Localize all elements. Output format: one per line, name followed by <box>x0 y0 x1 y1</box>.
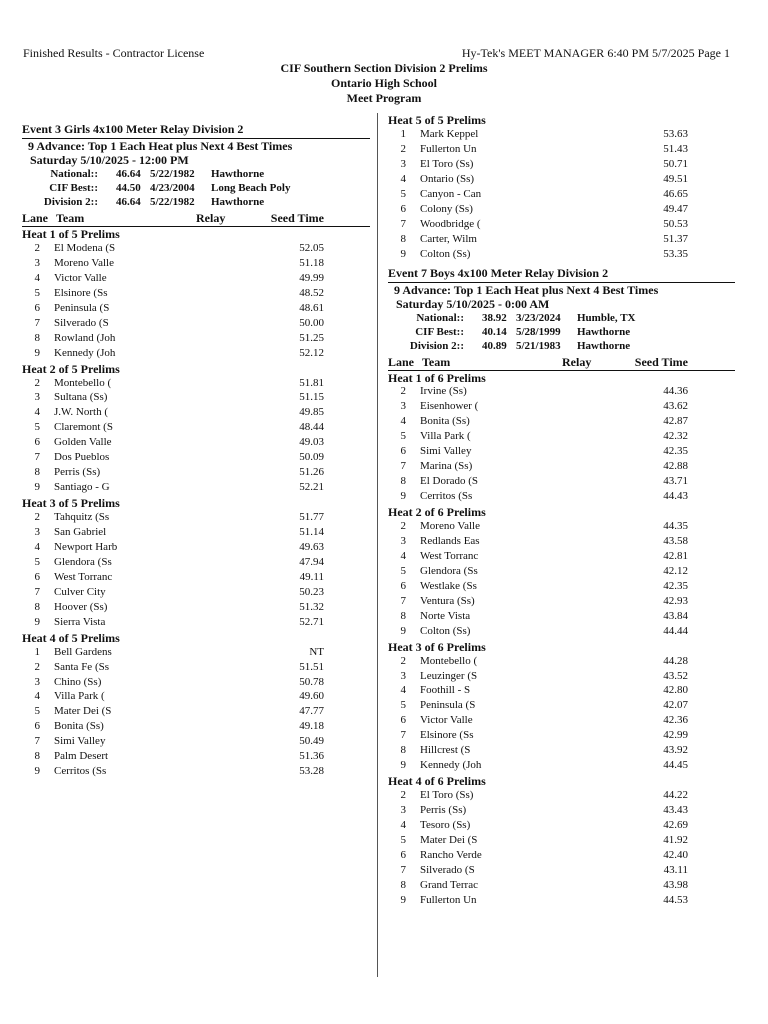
heat-title: Heat 5 of 5 Prelims <box>388 113 486 127</box>
seed-time: 51.25 <box>299 331 324 344</box>
seed-time: 42.35 <box>663 445 688 458</box>
seed-time: 50.71 <box>663 157 688 170</box>
seed-time: 49.11 <box>299 570 324 583</box>
seed-time: 43.98 <box>663 878 688 891</box>
seed-time: 49.60 <box>299 690 324 703</box>
lane-number: 2 <box>34 376 40 389</box>
heat-title: Heat 4 of 6 Prelims <box>388 774 486 789</box>
team-name: Glendora (Ss <box>420 564 478 577</box>
team-name: Fullerton Un <box>420 893 477 906</box>
lane-number: 6 <box>400 579 406 592</box>
seed-time: 50.00 <box>299 316 324 329</box>
team-name: Ventura (Ss) <box>420 594 475 607</box>
seed-time: 51.15 <box>299 391 324 404</box>
lane-number: 6 <box>400 202 406 215</box>
team-name: El Toro (Ss) <box>420 157 474 170</box>
seed-time: 44.35 <box>663 520 688 532</box>
lane-number: 2 <box>400 789 406 802</box>
seed-time: 51.81 <box>299 376 324 389</box>
lane-number: 7 <box>400 729 406 742</box>
team-name: Kennedy (Joh <box>54 346 116 359</box>
team-name: Hillcrest (S <box>420 744 471 757</box>
seed-time: 50.78 <box>299 675 324 688</box>
lane-number: 9 <box>400 490 406 503</box>
record-label: CIF Best:: <box>415 325 464 338</box>
team-name: Ontario (Ss) <box>420 172 475 185</box>
seed-time: 49.99 <box>299 271 324 284</box>
seed-time: 44.22 <box>663 789 688 802</box>
lane-number: 6 <box>34 436 40 449</box>
team-name: Golden Valle <box>54 436 112 449</box>
lane-number: 3 <box>34 256 40 269</box>
team-name: Villa Park ( <box>54 690 105 703</box>
lane-number: 1 <box>400 127 406 140</box>
column-header-lane: Lane <box>22 211 49 225</box>
seed-time: 44.43 <box>663 490 688 503</box>
lane-number: 3 <box>34 391 40 404</box>
lane-number: 4 <box>34 271 40 284</box>
record-date: 5/22/1982 <box>150 168 195 180</box>
lane-number: 5 <box>400 833 406 846</box>
lane-number: 3 <box>400 669 406 682</box>
lane-number: 7 <box>34 585 40 598</box>
lane-number: 6 <box>400 848 406 861</box>
team-name: Villa Park ( <box>420 430 471 443</box>
team-name: Dos Pueblos <box>54 451 110 464</box>
event-title: Event 7 Boys 4x100 Meter Relay Division 2 <box>388 265 609 280</box>
heat-title: Heat 1 of 5 Prelims <box>22 227 120 241</box>
seed-time: 42.07 <box>663 699 688 712</box>
record-time: 40.14 <box>482 325 507 338</box>
record-time: 46.64 <box>116 196 141 208</box>
team-name: El Modena (S <box>54 241 116 254</box>
meet-title: CIF Southern Section Division 2 Prelims <box>280 61 488 75</box>
team-name: Silverado (S <box>54 316 109 329</box>
record-holder: Humble, TX <box>577 311 636 324</box>
column-header-relay: Relay <box>562 354 592 369</box>
seed-time: 49.51 <box>663 172 688 185</box>
seed-time: 52.21 <box>299 481 324 494</box>
lane-number: 7 <box>34 316 40 329</box>
seed-time: 44.36 <box>663 385 688 398</box>
seed-time: 50.09 <box>299 451 324 464</box>
team-name: Fullerton Un <box>420 142 477 155</box>
lane-number: 4 <box>400 172 406 185</box>
lane-number: 6 <box>400 714 406 727</box>
record-time: 46.64 <box>116 168 141 180</box>
team-name: Marina (Ss) <box>420 460 473 473</box>
lane-number: 5 <box>34 421 40 434</box>
lane-number: 5 <box>34 705 40 718</box>
lane-number: 2 <box>34 660 40 673</box>
seed-time: 42.12 <box>663 564 688 577</box>
lane-number: 5 <box>400 564 406 577</box>
seed-time: 43.62 <box>663 400 688 413</box>
column-header-team: Team <box>422 354 451 369</box>
seed-time: 48.61 <box>299 301 324 314</box>
seed-time: 42.40 <box>663 848 688 861</box>
lane-number: 8 <box>34 750 40 763</box>
seed-time: 42.87 <box>663 415 688 428</box>
lane-number: 8 <box>400 475 406 488</box>
seed-time: 48.52 <box>299 286 324 299</box>
seed-time: 42.88 <box>663 460 688 473</box>
team-name: Elsinore (Ss <box>54 286 108 299</box>
seed-time: 49.63 <box>299 540 324 553</box>
team-name: Newport Harb <box>54 540 118 553</box>
team-name: Perris (Ss) <box>420 804 467 817</box>
seed-time: 46.65 <box>663 187 688 200</box>
lane-number: 4 <box>400 684 406 697</box>
record-date: 4/23/2004 <box>150 182 195 194</box>
lane-number: 9 <box>400 759 406 772</box>
seed-time: 42.80 <box>663 684 688 697</box>
lane-number: 3 <box>400 534 406 547</box>
lane-number: 9 <box>400 624 406 637</box>
seed-time: 53.63 <box>663 127 688 140</box>
team-name: Rowland (Joh <box>54 331 116 344</box>
team-name: Montebello ( <box>54 376 112 389</box>
event-date: Saturday 5/10/2025 - 0:00 AM <box>396 296 550 311</box>
column-header-lane: Lane <box>388 354 415 369</box>
record-date: 5/28/1999 <box>516 325 561 338</box>
team-name: Santa Fe (Ss <box>54 660 109 673</box>
team-name: Grand Terrac <box>420 878 478 891</box>
team-name: San Gabriel <box>54 526 107 538</box>
column-header-team: Team <box>56 211 85 225</box>
team-name: Tesoro (Ss) <box>420 819 471 831</box>
team-name: Elsinore (Ss <box>420 729 474 742</box>
lane-number: 1 <box>34 645 40 658</box>
lane-number: 4 <box>400 415 406 428</box>
record-holder: Hawthorne <box>211 196 265 208</box>
team-name: Simi Valley <box>54 735 106 748</box>
lane-number: 4 <box>34 406 40 419</box>
lane-number: 4 <box>400 549 406 562</box>
lane-number: 2 <box>400 385 406 398</box>
lane-number: 5 <box>34 286 40 299</box>
seed-time: 51.36 <box>299 750 324 763</box>
team-name: Norte Vista <box>420 609 471 622</box>
team-name: Kennedy (Joh <box>420 759 482 772</box>
lane-number: 7 <box>400 594 406 607</box>
seed-time: 51.43 <box>663 142 688 155</box>
record-holder: Hawthorne <box>211 168 265 180</box>
column-divider <box>377 113 378 977</box>
meet-venue: Ontario High School <box>330 76 437 90</box>
team-name: Colton (Ss) <box>420 624 471 637</box>
seed-time: 49.18 <box>299 720 324 733</box>
lane-number: 7 <box>400 460 406 473</box>
team-name: Redlands Eas <box>420 534 480 547</box>
team-name: Sultana (Ss) <box>54 391 108 404</box>
lane-number: 9 <box>400 247 406 260</box>
team-name: Eisenhower ( <box>420 400 479 413</box>
team-name: Canyon - Can <box>420 187 482 200</box>
seed-time: 41.92 <box>663 833 688 846</box>
team-name: Mark Keppel <box>420 127 479 140</box>
record-date: 3/23/2024 <box>516 311 561 324</box>
team-name: Moreno Valle <box>420 520 480 532</box>
seed-time: 42.32 <box>663 430 688 443</box>
lane-number: 9 <box>34 346 40 359</box>
lane-number: 3 <box>400 157 406 170</box>
record-time: 44.50 <box>116 182 141 194</box>
heat-title: Heat 4 of 5 Prelims <box>22 630 120 645</box>
team-name: Silverado (S <box>420 863 475 876</box>
team-name: El Toro (Ss) <box>420 789 474 802</box>
team-name: Peninsula (S <box>54 301 110 314</box>
seed-time: 42.81 <box>663 549 688 562</box>
lane-number: 8 <box>34 466 40 479</box>
lane-number: 5 <box>34 555 40 568</box>
team-name: Culver City <box>54 585 106 598</box>
report-meta-label: Hy-Tek's MEET MANAGER 6:40 PM 5/7/2025 Page 1 <box>461 46 730 60</box>
lane-number: 8 <box>400 232 406 245</box>
heat-title: Heat 3 of 6 Prelims <box>388 639 486 654</box>
seed-time: 42.93 <box>663 594 688 607</box>
team-name: Peninsula (S <box>420 699 476 712</box>
team-name: Foothill - S <box>420 684 471 697</box>
team-name: Perris (Ss) <box>54 466 101 479</box>
record-date: 5/22/1982 <box>150 196 195 208</box>
lane-number: 6 <box>34 301 40 314</box>
record-time: 38.92 <box>482 311 507 324</box>
team-name: Cerritos (Ss <box>54 765 107 778</box>
seed-time: 43.92 <box>663 744 688 757</box>
report-source-label: Finished Results - Contractor License <box>23 46 205 60</box>
seed-time: 51.26 <box>299 466 324 479</box>
record-time: 40.89 <box>482 339 507 352</box>
lane-number: 8 <box>400 609 406 622</box>
advance-rule-text: 9 Advance: Top 1 Each Heat plus Next 4 Best Times <box>28 139 293 153</box>
team-name: Colton (Ss) <box>420 247 471 260</box>
record-date: 5/21/1983 <box>516 339 561 352</box>
record-holder: Long Beach Poly <box>211 182 291 194</box>
seed-time: 53.35 <box>663 247 688 260</box>
seed-time: 51.32 <box>299 600 324 613</box>
team-name: Leuzinger (S <box>420 669 478 682</box>
team-name: Claremont (S <box>54 421 113 434</box>
lane-number: 9 <box>400 893 406 906</box>
record-label: National:: <box>416 311 464 324</box>
team-name: Westlake (Ss <box>420 579 477 592</box>
lane-number: 3 <box>34 675 40 688</box>
seed-time: NT <box>309 645 324 658</box>
team-name: El Dorado (S <box>420 475 479 488</box>
lane-number: 4 <box>34 540 40 553</box>
team-name: Mater Dei (S <box>420 833 478 846</box>
lane-number: 2 <box>400 520 406 532</box>
heat-title: Heat 2 of 5 Prelims <box>22 361 120 376</box>
team-name: Rancho Verde <box>420 848 482 861</box>
lane-number: 2 <box>400 654 406 667</box>
lane-number: 4 <box>400 819 406 831</box>
lane-number: 3 <box>400 400 406 413</box>
team-name: Simi Valley <box>420 445 472 458</box>
lane-number: 2 <box>34 511 40 524</box>
team-name: Carter, Wilm <box>420 232 477 245</box>
lane-number: 6 <box>400 445 406 458</box>
team-name: Victor Valle <box>54 271 107 284</box>
lane-number: 2 <box>400 142 406 155</box>
lane-number: 7 <box>400 217 406 230</box>
team-name: J.W. North ( <box>54 406 108 419</box>
column-header-seed-time: Seed Time <box>634 354 688 369</box>
lane-number: 6 <box>34 720 40 733</box>
lane-number: 7 <box>400 863 406 876</box>
team-name: Santiago - G <box>54 481 110 494</box>
seed-time: 52.71 <box>299 615 324 628</box>
seed-time: 50.53 <box>663 217 688 230</box>
heat-title: Heat 1 of 6 Prelims <box>388 370 486 385</box>
seed-time: 51.51 <box>299 660 324 673</box>
seed-time: 43.71 <box>663 475 688 488</box>
team-name: Victor Valle <box>420 714 473 727</box>
seed-time: 43.52 <box>663 669 688 682</box>
record-label: CIF Best:: <box>49 182 98 194</box>
team-name: Mater Dei (S <box>54 705 112 718</box>
seed-time: 44.53 <box>663 893 688 906</box>
team-name: Tahquitz (Ss <box>54 511 110 524</box>
meet-program-label: Meet Program <box>346 91 422 105</box>
heat-title: Heat 2 of 6 Prelims <box>388 505 486 520</box>
event-date: Saturday 5/10/2025 - 12:00 PM <box>30 153 189 167</box>
seed-time: 44.28 <box>663 654 688 667</box>
column-header-relay: Relay <box>196 211 226 225</box>
lane-number: 7 <box>34 735 40 748</box>
team-name: Hoover (Ss) <box>54 600 108 613</box>
seed-time: 53.28 <box>299 765 324 778</box>
team-name: Glendora (Ss <box>54 555 112 568</box>
lane-number: 6 <box>34 570 40 583</box>
seed-time: 52.05 <box>299 241 324 254</box>
seed-time: 52.12 <box>299 346 324 359</box>
record-label: National:: <box>50 168 98 180</box>
column-header-seed-time: Seed Time <box>270 211 324 225</box>
seed-time: 44.44 <box>663 624 688 637</box>
lane-number: 9 <box>34 481 40 494</box>
event-title: Event 3 Girls 4x100 Meter Relay Division 2 <box>22 122 244 136</box>
lane-number: 2 <box>34 241 40 254</box>
seed-time: 49.03 <box>299 436 324 449</box>
lane-number: 9 <box>34 765 40 778</box>
lane-number: 8 <box>400 744 406 757</box>
lane-number: 8 <box>400 878 406 891</box>
team-name: Bell Gardens <box>54 645 112 658</box>
seed-time: 44.45 <box>663 759 688 772</box>
seed-time: 47.77 <box>299 705 324 718</box>
lane-number: 8 <box>34 331 40 344</box>
team-name: Irvine (Ss) <box>420 385 467 398</box>
seed-time: 50.49 <box>299 735 324 748</box>
seed-time: 43.58 <box>663 534 688 547</box>
lane-number: 3 <box>400 804 406 817</box>
lane-number: 5 <box>400 187 406 200</box>
team-name: Montebello ( <box>420 654 478 667</box>
lane-number: 5 <box>400 699 406 712</box>
record-label: Division 2:: <box>43 196 98 208</box>
seed-time: 51.14 <box>299 526 324 538</box>
seed-time: 51.37 <box>663 232 688 245</box>
record-holder: Hawthorne <box>577 325 631 338</box>
team-name: Cerritos (Ss <box>420 490 473 503</box>
seed-time: 51.18 <box>299 256 324 269</box>
seed-time: 42.99 <box>663 729 688 742</box>
seed-time: 42.36 <box>663 714 688 727</box>
seed-time: 42.35 <box>663 579 688 592</box>
team-name: Chino (Ss) <box>54 675 102 688</box>
seed-time: 47.94 <box>299 555 324 568</box>
team-name: Bonita (Ss) <box>420 415 470 428</box>
seed-time: 43.43 <box>663 804 688 817</box>
team-name: Woodbridge ( <box>420 217 481 230</box>
team-name: Bonita (Ss) <box>54 720 104 733</box>
lane-number: 8 <box>34 600 40 613</box>
record-label: Division 2:: <box>409 339 464 352</box>
team-name: West Torranc <box>54 570 113 583</box>
lane-number: 3 <box>34 526 40 538</box>
seed-time: 43.11 <box>663 863 688 876</box>
seed-time: 51.77 <box>299 511 324 524</box>
lane-number: 7 <box>34 451 40 464</box>
advance-rule-text: 9 Advance: Top 1 Each Heat plus Next 4 Best Times <box>394 282 659 297</box>
team-name: West Torranc <box>420 549 479 562</box>
lane-number: 4 <box>34 690 40 703</box>
seed-time: 43.84 <box>663 609 688 622</box>
team-name: Palm Desert <box>54 750 109 763</box>
heat-title: Heat 3 of 5 Prelims <box>22 496 120 511</box>
team-name: Moreno Valle <box>54 256 114 269</box>
team-name: Colony (Ss) <box>420 202 473 215</box>
record-holder: Hawthorne <box>577 339 631 352</box>
seed-time: 48.44 <box>299 421 324 434</box>
seed-time: 50.23 <box>299 585 324 598</box>
lane-number: 9 <box>34 615 40 628</box>
lane-number: 5 <box>400 430 406 443</box>
seed-time: 49.47 <box>663 202 688 215</box>
seed-time: 42.69 <box>663 819 688 831</box>
team-name: Sierra Vista <box>54 615 106 628</box>
seed-time: 49.85 <box>299 406 324 419</box>
